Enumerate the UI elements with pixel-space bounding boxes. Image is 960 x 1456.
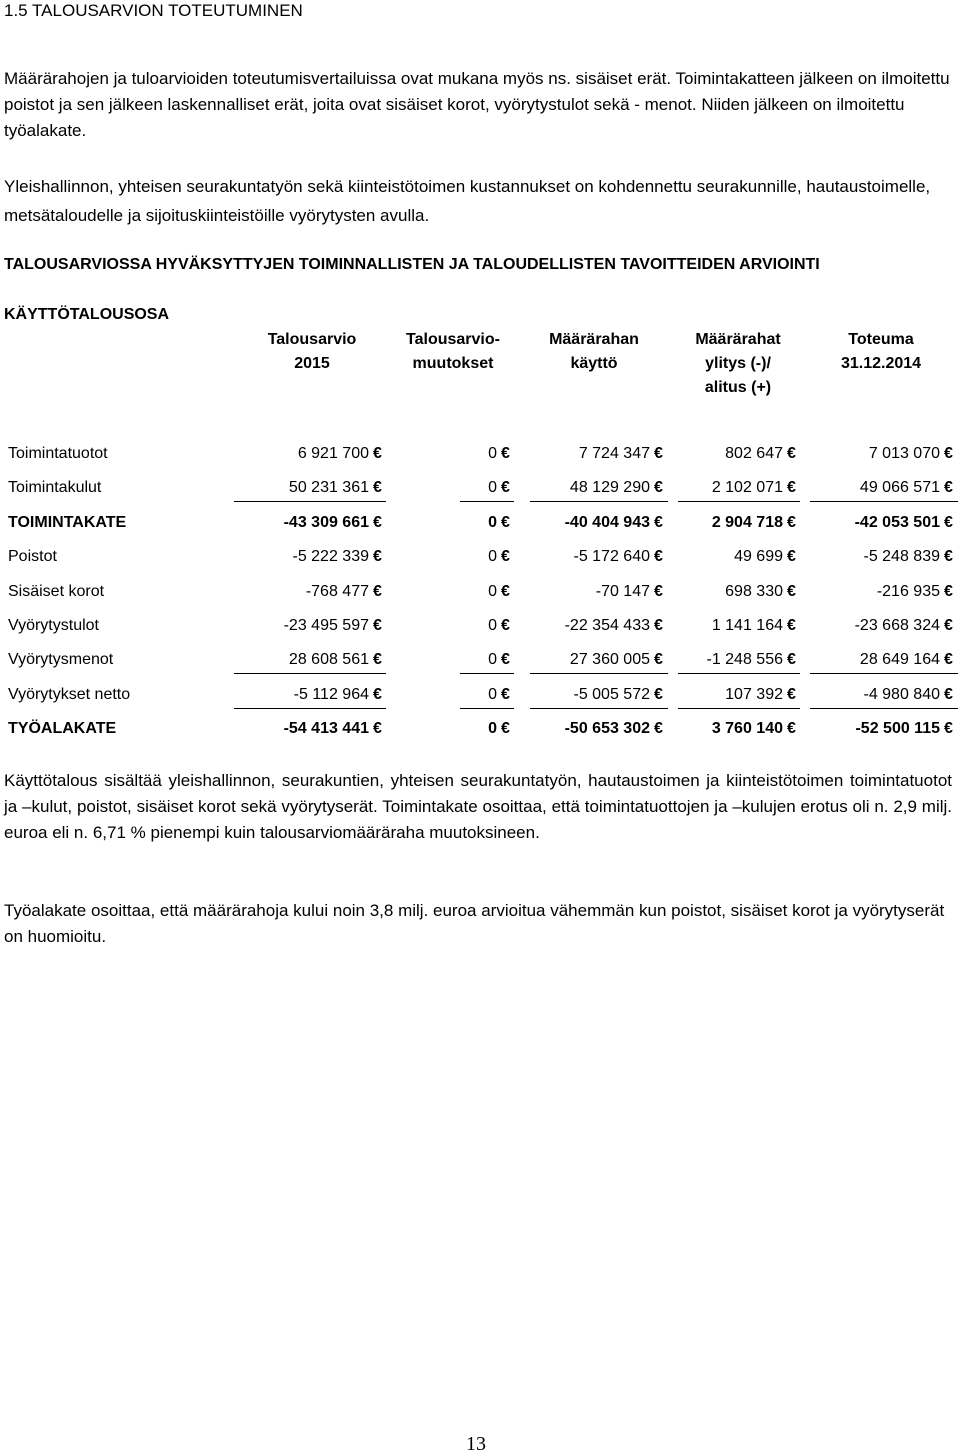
table-cell: 0 <box>488 617 497 634</box>
cell-underline <box>460 673 514 674</box>
euro-sign: € <box>787 720 796 738</box>
row-label: Vyörytysmenot <box>8 651 114 669</box>
column-header-line: Toteuma <box>848 331 914 348</box>
table-cell: -5 112 964 <box>293 685 369 703</box>
table-cell: 49 066 571 <box>859 479 940 497</box>
euro-sign: € <box>944 685 953 703</box>
euro-sign: € <box>944 548 953 566</box>
euro-sign: € <box>373 651 382 669</box>
table-cell: -42 053 501 <box>854 513 940 531</box>
column-header-line: Määrärahat <box>695 331 781 348</box>
table-cell: 698 330 <box>725 582 783 600</box>
table-cell: -23 495 597 <box>283 617 369 634</box>
cell-underline <box>530 673 668 674</box>
table-cell: 49 699 <box>734 548 783 566</box>
column-header <box>524 328 664 376</box>
paragraph-work-margin: Työalakate osoittaa, että määrärahoja kului noin 3,8 milj. euroa arvioitua vähemmän kun poistot, sisäiset korot ja vyörytyserät on huomioitu. <box>4 901 945 946</box>
column-header <box>811 328 951 376</box>
cell-underline <box>460 708 514 709</box>
table-cell: -52 500 115 <box>855 720 940 738</box>
table-cell: -54 413 441 <box>283 720 369 738</box>
row-label: Vyörytystulot <box>8 617 99 634</box>
table-cell: -5 005 572 <box>573 685 650 703</box>
euro-sign: € <box>944 513 953 531</box>
column-header-line: muutokset <box>412 355 494 372</box>
cell-underline <box>460 501 514 502</box>
euro-sign: € <box>944 651 953 669</box>
column-header-line: ylitys (-)/ <box>705 355 771 372</box>
table-cell: 0 <box>488 582 497 600</box>
euro-sign: € <box>787 617 796 634</box>
table-cell: -23 668 324 <box>854 617 940 634</box>
euro-sign: € <box>501 513 510 531</box>
euro-sign: € <box>501 445 510 462</box>
table-cell: 3 760 140 <box>711 720 783 738</box>
euro-sign: € <box>787 651 796 669</box>
column-header-line: Talousarvio- <box>406 331 500 348</box>
row-label: TOIMINTAKATE <box>8 513 127 531</box>
table-row <box>4 540 960 574</box>
table-cell: 6 921 700 <box>297 445 369 462</box>
page-number: 13 <box>466 1433 486 1455</box>
euro-sign: € <box>501 720 510 738</box>
euro-sign: € <box>373 617 382 634</box>
euro-sign: € <box>501 617 510 634</box>
euro-sign: € <box>654 651 663 669</box>
euro-sign: € <box>373 445 382 462</box>
column-header <box>242 328 382 376</box>
euro-sign: € <box>501 685 510 703</box>
row-label: Poistot <box>8 548 57 566</box>
cell-underline <box>234 708 386 709</box>
table-cell: 0 <box>488 513 497 531</box>
paragraph-operating-summary: Käyttötalous sisältää yleishallinnon, seurakuntien, yhteisen seurakuntatyön, hautaustoimen ja kiinteistötoimen toimintatuotot ja –kulut, poistot, sisäiset korot sekä vyörytyserät. Toimintakate osoittaa, että toimintatuottojen ja –kulujen erotus oli n. 2,9 milj. euroa eli n. 6,71 % pienempi kuin talousarviomääräraha muutoksineen. <box>4 771 952 842</box>
table-cell: -4 980 840 <box>863 685 940 703</box>
table-cell: 802 647 <box>725 445 783 462</box>
paragraph-allocation: Yleishallinnon, yhteisen seurakuntatyön sekä kiinteistötoimen kustannukset on kohdennettu seurakunnille, hautaustoimelle, metsätaloudelle ja sijoituskiinteistöille vyörytysten avulla. <box>4 177 931 225</box>
cell-underline <box>234 501 386 502</box>
column-header-line: Määrärahan <box>549 331 639 348</box>
euro-sign: € <box>654 685 663 703</box>
euro-sign: € <box>501 548 510 566</box>
table-row <box>4 678 960 712</box>
table-cell: 0 <box>488 445 497 462</box>
row-label: TYÖALAKATE <box>8 720 117 738</box>
euro-sign: € <box>787 582 796 600</box>
euro-sign: € <box>373 685 382 703</box>
euro-sign: € <box>654 582 663 600</box>
euro-sign: € <box>501 582 510 600</box>
cell-underline <box>234 673 386 674</box>
euro-sign: € <box>501 479 510 497</box>
cell-underline <box>810 708 958 709</box>
row-label: Toimintatuotot <box>8 445 108 462</box>
table-row <box>4 437 960 471</box>
euro-sign: € <box>654 617 663 634</box>
euro-sign: € <box>654 445 663 462</box>
table-cell: 48 129 290 <box>569 479 650 497</box>
row-label: Sisäiset korot <box>8 582 105 600</box>
cell-underline <box>530 501 668 502</box>
euro-sign: € <box>787 685 796 703</box>
table-cell: 27 360 005 <box>569 651 650 669</box>
cell-underline <box>678 708 800 709</box>
table-cell: -768 477 <box>305 582 369 600</box>
table-row <box>4 609 960 643</box>
cell-underline <box>678 501 800 502</box>
euro-sign: € <box>654 513 663 531</box>
table-cell: 0 <box>488 720 497 738</box>
euro-sign: € <box>944 582 953 600</box>
table-cell: 2 102 071 <box>711 479 783 497</box>
table-cell: 7 724 347 <box>578 445 650 462</box>
table-cell: -1 248 556 <box>706 651 783 669</box>
euro-sign: € <box>944 445 953 462</box>
table-row <box>4 506 960 540</box>
column-header-line: Talousarvio <box>267 331 357 348</box>
column-header-line: alitus (+) <box>704 379 772 396</box>
euro-sign: € <box>373 720 382 738</box>
euro-sign: € <box>373 479 382 497</box>
table-cell: -5 248 839 <box>863 548 940 566</box>
table-cell: 1 141 164 <box>711 617 783 634</box>
cell-underline <box>810 501 958 502</box>
table-cell: 0 <box>488 685 497 703</box>
euro-sign: € <box>944 479 953 497</box>
section-title: 1.5 TALOUSARVION TOTEUTUMINEN <box>4 1 303 20</box>
table-cell: -22 354 433 <box>564 617 650 634</box>
paragraph-intro: Määrärahojen ja tuloarvioiden toteutumisvertailuissa ovat mukana myös ns. sisäiset erät. Toimintakatteen jälkeen on ilmoitettu poistot ja sen jälkeen laskennalliset erät, joita ovat sisäiset korot, vyörytystulot sekä - menot. Niiden jälkeen on ilmoitettu työalakate. <box>4 69 950 140</box>
table-row <box>4 643 960 677</box>
table-cell: 0 <box>488 651 497 669</box>
euro-sign: € <box>787 479 796 497</box>
table-cell: 0 <box>488 479 497 497</box>
table-cell: 50 231 361 <box>288 479 369 497</box>
cell-underline <box>678 673 800 674</box>
euro-sign: € <box>787 445 796 462</box>
table-cell: 2 904 718 <box>711 513 783 531</box>
operating-budget-heading: KÄYTTÖTALOUSOSA <box>4 306 170 323</box>
euro-sign: € <box>944 720 953 738</box>
table-cell: -43 309 661 <box>283 513 369 531</box>
table-cell: -5 222 339 <box>292 548 369 566</box>
table-cell: 28 608 561 <box>288 651 369 669</box>
table-cell: 107 392 <box>725 685 783 703</box>
euro-sign: € <box>944 617 953 634</box>
row-label: Vyörytykset netto <box>8 685 131 703</box>
euro-sign: € <box>787 548 796 566</box>
euro-sign: € <box>654 548 663 566</box>
table-cell: -5 172 640 <box>573 548 650 566</box>
table-cell: 28 649 164 <box>859 651 940 669</box>
evaluation-heading: TALOUSARVIOSSA HYVÄKSYTTYJEN TOIMINNALLISTEN JA TALOUDELLISTEN TAVOITTEIDEN ARVIOINTI <box>4 256 820 273</box>
table-cell: -40 404 943 <box>564 513 650 531</box>
euro-sign: € <box>373 582 382 600</box>
euro-sign: € <box>654 720 663 738</box>
column-header <box>668 328 808 400</box>
column-header <box>383 328 523 376</box>
row-label: Toimintakulut <box>8 479 102 497</box>
euro-sign: € <box>654 479 663 497</box>
table-row <box>4 712 960 746</box>
column-header-line: 2015 <box>294 355 330 372</box>
column-header-line: käyttö <box>570 355 618 372</box>
euro-sign: € <box>501 651 510 669</box>
table-cell: 7 013 070 <box>868 445 940 462</box>
cell-underline <box>810 673 958 674</box>
table-row <box>4 575 960 609</box>
cell-underline <box>530 708 668 709</box>
table-cell: -70 147 <box>595 582 650 600</box>
column-header-line: 31.12.2014 <box>840 355 922 372</box>
euro-sign: € <box>787 513 796 531</box>
euro-sign: € <box>373 513 382 531</box>
euro-sign: € <box>373 548 382 566</box>
table-cell: -50 653 302 <box>564 720 650 738</box>
table-cell: -216 935 <box>876 582 940 600</box>
table-cell: 0 <box>488 548 497 566</box>
table-row <box>4 471 960 505</box>
